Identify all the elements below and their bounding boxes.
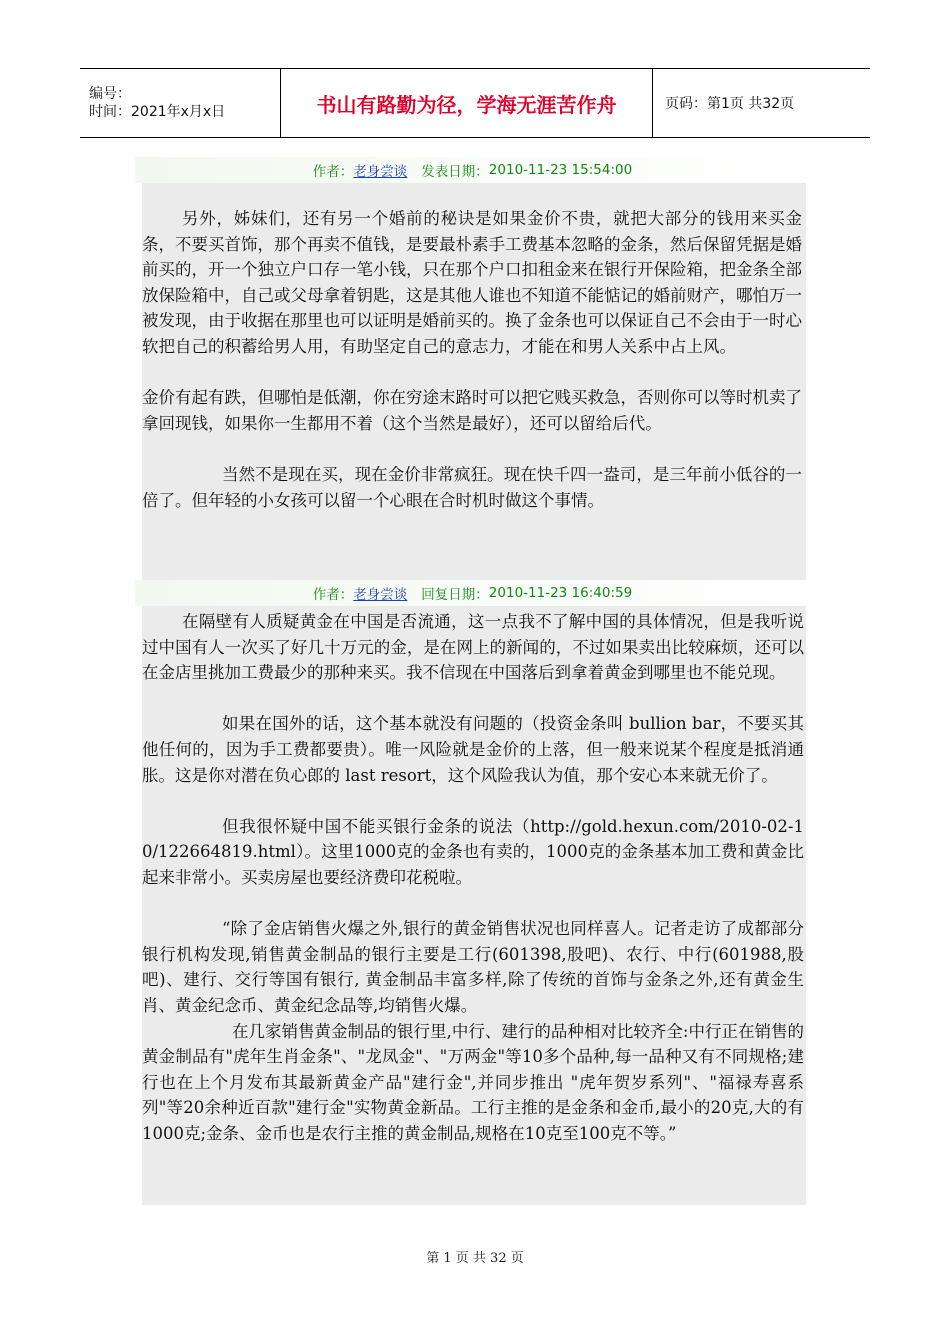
post-paragraph: 金价有起有跌，但哪怕是低潮，你在穷途末路时可以把它贱买救急，否则你可以等时机卖了拿回现钱，如果你一生都用不着（这个当然是最好），还可以留给后代。 xyxy=(142,388,802,433)
author-link[interactable]: 老身尝谈 xyxy=(353,587,408,603)
page-footer: 第 1 页 共 32 页 xyxy=(426,1251,524,1266)
reply-meta-bar xyxy=(135,580,810,606)
doc-number-label: 编号： xyxy=(89,86,131,102)
date-label: 回复日期： xyxy=(421,587,489,603)
reply-body xyxy=(142,606,806,1205)
author-label: 作者： xyxy=(312,587,354,603)
post-paragraph: 当然不是现在买，现在金价非常疯狂。现在快千四一盎司，是三年前小低谷的一倍了。但年轻的小女孩可以留一个心眼在合时机时做这个事情。 xyxy=(142,464,802,510)
post-paragraph: 在几家销售黄金制品的银行里,中行、建行的品种相对比较齐全:中行正在销售的黄金制品有"虎年生肖金条"、"龙凤金"、"万两金"等10多个品种,每一品种又有不同规格;建行也在上个月发布其最新黄金产品"建行金",并同步推出 "虎年贺岁系列"、"福禄寿喜系列"等20余种近百款"建行金"实物黄金新品。工行主推的是金条和金币,最小的20克,大的有1000克;金条、金币也是农行主推的黄金制品,规格在10克至100克不等。” xyxy=(142,1021,804,1143)
post-paragraph: 如果在国外的话，这个基本就没有问题的（投资金条叫 bullion bar，不要买其他任何的，因为手工费都要贵）。唯一风险就是金价的上落，但一般来说某个程度是抵消通胀。这是你对潜在负心郎的 last resort，这个风险我认为值，那个安心本来就无价了。 xyxy=(142,714,804,785)
post-paragraph: 另外，姊妹们，还有另一个婚前的秘诀是如果金价不贵，就把大部分的钱用来买金条，不要买首饰，那个再卖不值钱，是要最朴素手工费基本忽略的金条，然后保留凭据是婚前买的，开一个独立户口存一笔小钱，只在那个户口扣租金来在银行开保险箱，把金条全部放保险箱中，自己或父母拿着钥匙，这是其他人谁也不知道不能惦记的婚前财产，哪怕万一被发现，由于收据在那里也可以证明是婚前买的。换了金条也可以保证自己不会由于一时心软把自己的积蓄给男人用，有助坚定自己的意志力，才能在和男人关系中占上风。 xyxy=(142,209,802,356)
post-paragraph: “除了金店销售火爆之外,银行的黄金销售状况也同样喜人。记者走访了成都部分银行机构发现,销售黄金制品的银行主要是工行(601398,股吧)、农行、中行(601988,股吧)、建行、交行等国有银行, 黄金制品丰富多样,除了传统的首饰与金条之外,还有黄金生肖、黄金纪念币、黄金纪念品等,均销售火爆。 xyxy=(142,919,804,1015)
post-paragraph: 但我很怀疑中国不能买银行金条的说法（http://gold.hexun.com/2010-02-10/122664819.html）。这里1000克的金条也有卖的，1000克的金条基本加工费和黄金比起来非常小。买卖房屋也要经济费印花税啦。 xyxy=(142,816,804,887)
author-link[interactable]: 老身尝谈 xyxy=(353,164,408,180)
header-motto: 书山有路勤为径，学海无涯苦作舟 xyxy=(281,69,653,137)
doc-time-label: 时间：2021年x月x日 xyxy=(89,104,226,120)
post-date: 2010-11-23 15:54:00 xyxy=(488,162,633,178)
page-header xyxy=(80,68,870,138)
header-meta xyxy=(80,69,281,137)
author-label: 作者： xyxy=(312,164,354,180)
reply-date: 2010-11-23 16:40:59 xyxy=(488,585,633,601)
post-body xyxy=(142,183,806,580)
date-label: 发表日期： xyxy=(421,164,489,180)
header-page-info: 页码：第1页 共32页 xyxy=(665,96,795,112)
post-paragraph: 在隔壁有人质疑黄金在中国是否流通，这一点我不了解中国的具体情况，但是我听说过中国有人一次买了好几十万元的金，是在网上的新闻的，不过如果卖出比较麻烦，还可以在金店里挑加工费最少的那种来买。我不信现在中国落后到拿着黄金到哪里也不能兑现。 xyxy=(142,612,804,683)
post-meta-bar xyxy=(135,157,810,183)
